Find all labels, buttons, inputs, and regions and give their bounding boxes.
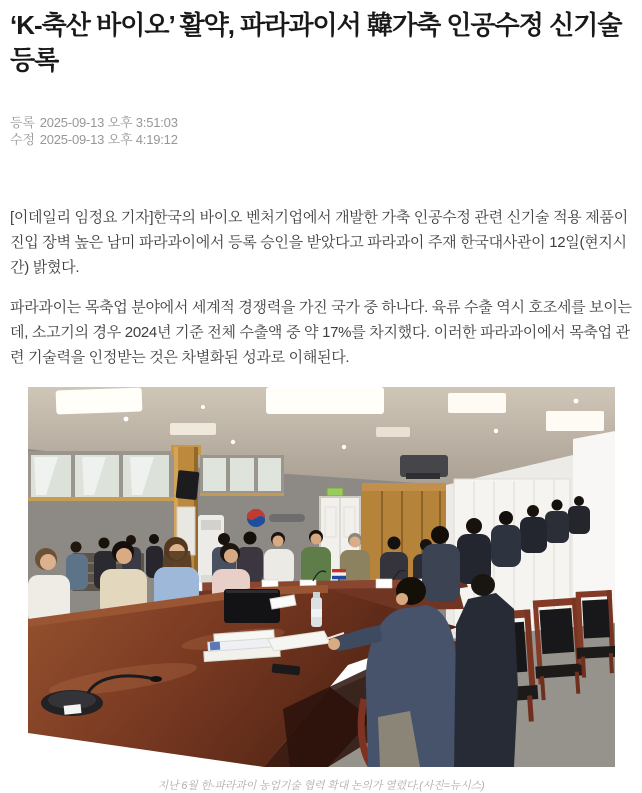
exit-sign bbox=[327, 488, 343, 496]
article-page bbox=[0, 8, 642, 793]
article-meta bbox=[10, 114, 632, 148]
modified-label: 수정 bbox=[10, 132, 35, 147]
registered-row bbox=[10, 114, 632, 131]
article-paragraph: [이데일리 임정요 기자]한국의 바이오 벤처기업에서 개발한 가축 인공수정 관련 신기술 적용 제품이 진입 장벽 높은 남미 파라과이에서 등록 승인을 받았다고 파라과이 주재 한국대사관이 12일(현지시간) 밝혔다. bbox=[10, 209, 628, 276]
modified-datetime: 2025-09-13 오후 4:19:12 bbox=[39, 132, 178, 147]
registered-label: 등록 bbox=[10, 115, 35, 130]
article-title: ‘K-축산 바이오’ 활약, 파라과이서 韓가축 인공수정 신기술 등록 bbox=[10, 10, 622, 75]
registered-datetime: 2025-09-13 오후 3:51:03 bbox=[39, 115, 178, 130]
article-photo bbox=[28, 387, 615, 793]
photo-caption: 지난 6월 한-파라과이 농업기술 협력 확대 논의가 열렸다.(사진=뉴시스) bbox=[157, 780, 485, 792]
article-paragraph: 파라과이는 목축업 분야에서 세계적 경쟁력을 가진 국가 중 하나다. 육류 수출 역시 호조세를 보이는데, 소고기의 경우 2024년 기준 전체 수출액 중 약 17%를 차지했다. 이러한 파라과이에서 목축업 관련 기술력을 인정받는 것은 차별화된 성과로 이해된다. bbox=[10, 299, 632, 366]
modified-row bbox=[10, 131, 632, 148]
wall-speaker bbox=[175, 470, 199, 500]
meeting-photo-illustration bbox=[28, 387, 615, 767]
